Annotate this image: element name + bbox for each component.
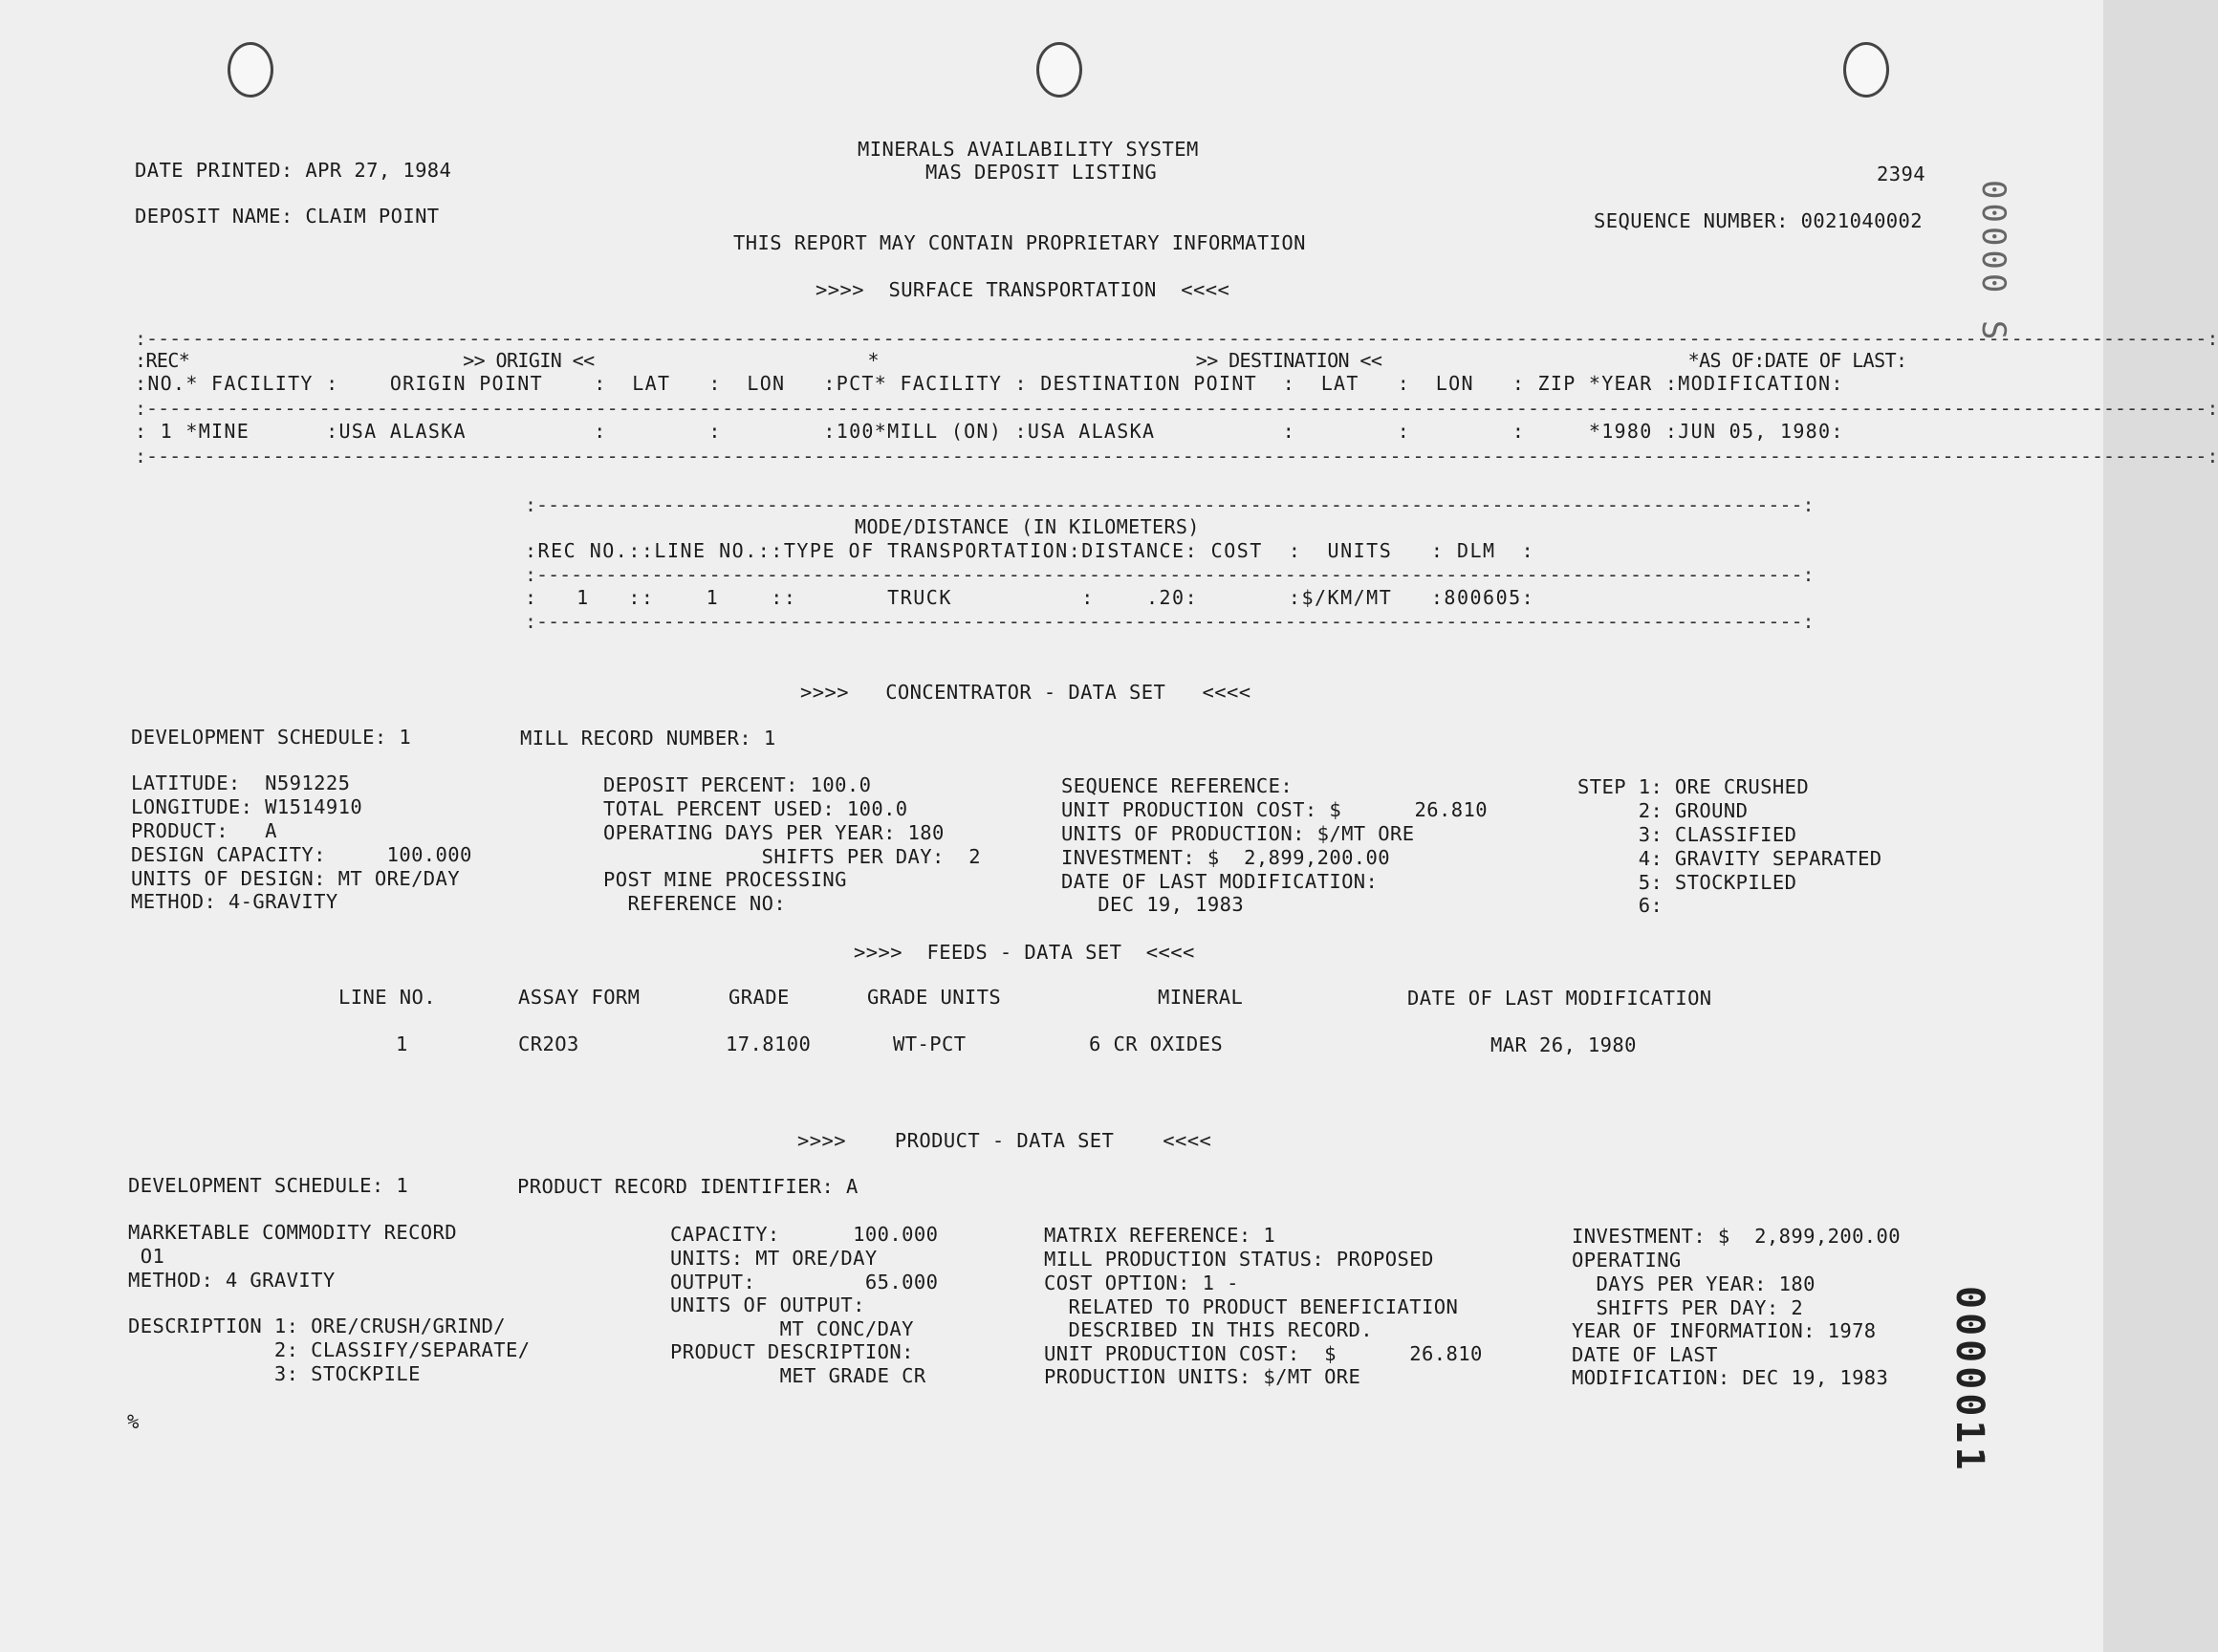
mill-record-number: MILL RECORD NUMBER: 1 [520,727,776,750]
feeds-header-line-no: LINE NO. [338,986,436,1009]
prod-col4-line5: YEAR OF INFORMATION: 1978 [1572,1319,1877,1342]
conc-col3-line5: DATE OF LAST MODIFICATION: [1061,870,1379,893]
deposit-name: DEPOSIT NAME: CLAIM POINT [135,205,440,228]
feeds-row-assay-form: CR2O3 [518,1032,579,1055]
prod-col4-line3: DAYS PER YEAR: 180 [1572,1272,1816,1295]
prod-col3-line7: PRODUCTION UNITS: $/MT ORE [1044,1365,1361,1388]
mode-header-row: :REC NO.::LINE NO.::TYPE OF TRANSPORTATION:DISTANCE: COST : UNITS : DLM : [525,539,1535,562]
feeds-header-grade-units: GRADE UNITS [867,986,1002,1009]
listing-title: MAS DEPOSIT LISTING [925,161,1158,184]
prod-col1-line6: 2: CLASSIFY/SEPARATE/ [128,1338,531,1361]
punch-hole-right [1843,42,1889,98]
conc-col2-line6: REFERENCE NO: [603,892,787,915]
prod-col1-line1: MARKETABLE COMMODITY RECORD [128,1221,458,1244]
prod-col3-line3: COST OPTION: 1 - [1044,1272,1239,1294]
feeds-header-grade: GRADE [728,986,790,1009]
mode-rule-mid: :--------------------------------------------------------------------------------------------------------------: [525,563,1815,586]
prod-col2-line7: MET GRADE CR [670,1364,926,1387]
conc-col1-line5: UNITS OF DESIGN: MT ORE/DAY [131,867,461,890]
conc-col1-line4: DESIGN CAPACITY: 100.000 [131,843,472,866]
surface-transport-title: >>>> SURFACE TRANSPORTATION <<<< [815,278,1230,301]
feeds-row-grade: 17.8100 [726,1032,812,1055]
date-printed: DATE PRINTED: APR 27, 1984 [135,159,452,182]
mode-row-1: : 1 :: 1 :: TRUCK : .20: :$/KM/MT :800605: [525,586,1535,609]
prod-col1-line2: O1 [128,1245,165,1268]
prod-col2-line1: CAPACITY: 100.000 [670,1223,939,1246]
mode-distance-title: MODE/DISTANCE (IN KILOMETERS) [855,515,1200,538]
conc-col2-line2: TOTAL PERCENT USED: 100.0 [603,797,908,820]
system-title: MINERALS AVAILABILITY SYSTEM [858,138,1199,161]
conc-col2-line1: DEPOSIT PERCENT: 100.0 [603,773,872,796]
concentrator-dev-schedule: DEVELOPMENT SCHEDULE: 1 [131,726,412,749]
transport-header-row-1: :REC* >> ORIGIN << * >> DESTINATION << *AS OF:DATE OF LAST: [135,349,1907,372]
prod-col4-line6: DATE OF LAST [1572,1343,1718,1366]
prod-col2-line2: UNITS: MT ORE/DAY [670,1247,878,1270]
conc-col2-line4: SHIFTS PER DAY: 2 [603,845,982,868]
mode-rule-top: :--------------------------------------------------------------------------------------------------------------: [525,493,1815,516]
conc-col1-line2: LONGITUDE: W1514910 [131,795,363,818]
prod-col3-line4: RELATED TO PRODUCT BENEFICIATION [1044,1295,1459,1318]
prod-col3-line5: DESCRIBED IN THIS RECORD. [1044,1318,1374,1341]
conc-step-1: STEP 1: ORE CRUSHED [1577,775,1810,798]
conc-col2-line3: OPERATING DAYS PER YEAR: 180 [603,821,945,844]
footer-percent-mark: % [127,1410,140,1433]
prod-col1-line3: METHOD: 4 GRAVITY [128,1269,336,1292]
product-dev-schedule: DEVELOPMENT SCHEDULE: 1 [128,1174,409,1197]
punch-hole-left [228,42,273,98]
conc-step-4: 4: GRAVITY SEPARATED [1577,847,1882,870]
feeds-row-date: MAR 26, 1980 [1490,1033,1637,1056]
prod-col4-line4: SHIFTS PER DAY: 2 [1572,1296,1804,1319]
feeds-row-line-no: 1 [396,1032,408,1055]
conc-col1-line3: PRODUCT: A [131,819,277,842]
feeds-header-assay-form: ASSAY FORM [518,986,641,1009]
transport-header-row-2: :NO.* FACILITY : ORIGIN POINT : LAT : LON :PCT* FACILITY : DESTINATION POINT : LAT : LON : ZIP *YEAR :MODIFICATION: [135,372,1844,395]
conc-col1-line1: LATITUDE: N591225 [131,772,351,794]
prod-col3-line6: UNIT PRODUCTION COST: $ 26.810 [1044,1342,1483,1365]
conc-step-3: 3: CLASSIFIED [1577,823,1797,846]
punch-hole-center [1036,42,1082,98]
product-title: >>>> PRODUCT - DATA SET <<<< [797,1129,1212,1152]
feeds-header-mineral: MINERAL [1158,986,1244,1009]
prod-col3-line1: MATRIX REFERENCE: 1 [1044,1224,1276,1247]
prod-col4-line2: OPERATING [1572,1249,1682,1272]
prod-col2-line3: OUTPUT: 65.000 [670,1271,939,1293]
conc-col2-line5: POST MINE PROCESSING [603,868,847,891]
prod-col1-line5: DESCRIPTION 1: ORE/CRUSH/GRIND/ [128,1315,507,1337]
sequence-number: SEQUENCE NUMBER: 0021040002 [1594,209,1924,232]
transport-row-1: : 1 *MINE :USA ALASKA : : :100*MILL (ON) :USA ALASKA : : : *1980 :JUN 05, 1980: [135,420,1844,443]
conc-col3-line6: DEC 19, 1983 [1061,893,1245,916]
mode-rule-bottom: :--------------------------------------------------------------------------------------------------------------: [525,610,1815,633]
prod-col2-line5: MT CONC/DAY [670,1317,914,1340]
table-rule-bottom: :-----------------------------------------------------------------------------------------------------------------------------------------------------------------------------------: [135,445,2218,467]
feeds-title: >>>> FEEDS - DATA SET <<<< [854,941,1195,964]
feeds-row-grade-units: WT-PCT [893,1032,967,1055]
table-rule-top: :-----------------------------------------------------------------------------------------------------------------------------------------------------------------------------------: [135,327,2218,350]
prod-col4-line1: INVESTMENT: $ 2,899,200.00 [1572,1225,1902,1248]
stamp-bottom-right: 0000011 [1947,1286,1991,1474]
conc-col3-line4: INVESTMENT: $ 2,899,200.00 [1061,846,1391,869]
conc-step-2: 2: GROUND [1577,799,1749,822]
proprietary-notice: THIS REPORT MAY CONTAIN PROPRIETARY INFORMATION [733,231,1306,254]
prod-col3-line2: MILL PRODUCTION STATUS: PROPOSED [1044,1248,1434,1271]
product-record-identifier: PRODUCT RECORD IDENTIFIER: A [517,1175,859,1198]
page-number: 2394 [1877,163,1925,185]
prod-col2-line4: UNITS OF OUTPUT: [670,1293,865,1316]
table-rule-mid: :-----------------------------------------------------------------------------------------------------------------------------------------------------------------------------------: [135,397,2218,420]
feeds-row-mineral: 6 CR OXIDES [1089,1032,1224,1055]
conc-col3-line3: UNITS OF PRODUCTION: $/MT ORE [1061,822,1415,845]
conc-col3-line1: SEQUENCE REFERENCE: [1061,774,1294,797]
prod-col2-line6: PRODUCT DESCRIPTION: [670,1340,914,1363]
conc-step-6: 6: [1577,894,1664,917]
concentrator-title: >>>> CONCENTRATOR - DATA SET <<<< [800,681,1251,704]
prod-col4-line7: MODIFICATION: DEC 19, 1983 [1572,1366,1889,1389]
conc-col3-line2: UNIT PRODUCTION COST: $ 26.810 [1061,798,1488,821]
conc-step-5: 5: STOCKPILED [1577,871,1797,894]
prod-col1-line7: 3: STOCKPILE [128,1362,421,1385]
feeds-header-date: DATE OF LAST MODIFICATION [1407,987,1712,1010]
stamp-top-right: 00000 S [1974,180,2012,344]
conc-col1-line6: METHOD: 4-GRAVITY [131,890,338,913]
